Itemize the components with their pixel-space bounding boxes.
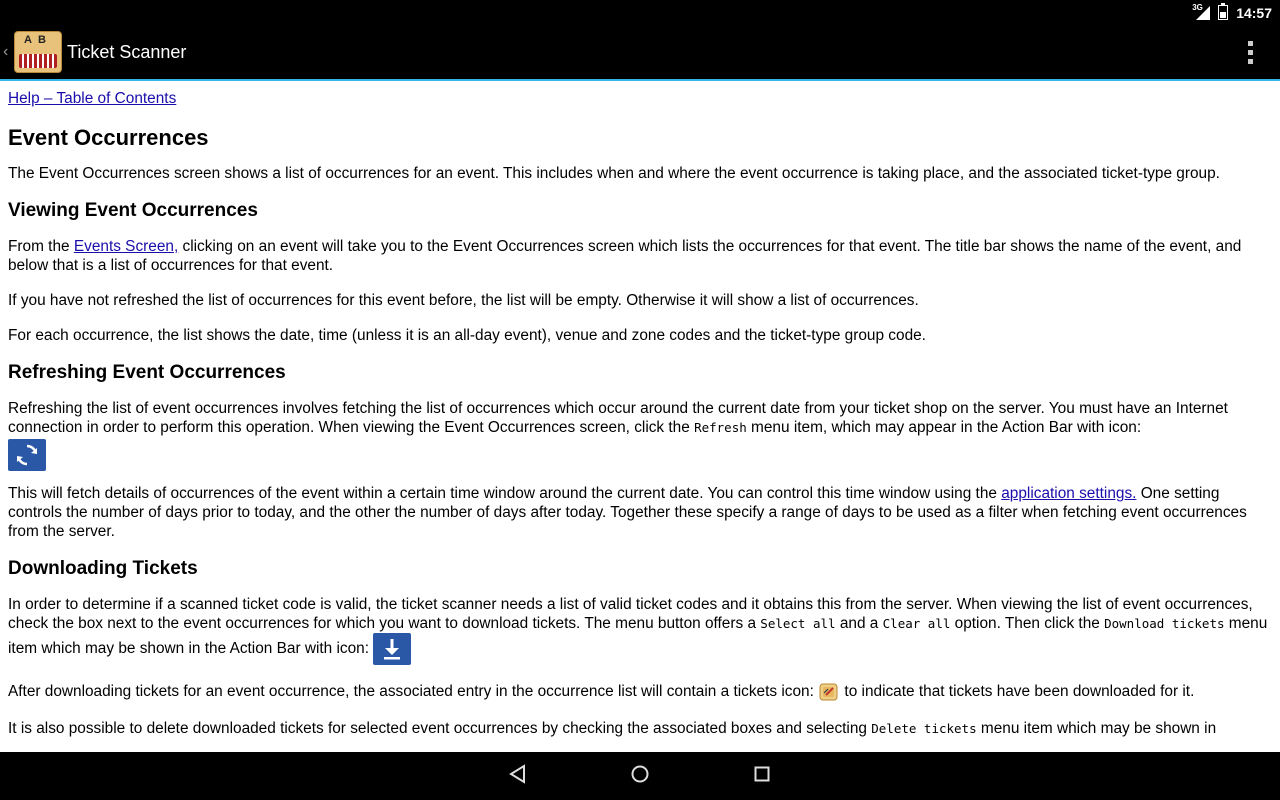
signal-3g-icon: [1192, 2, 1210, 20]
downloading-paragraph-2: After downloading tickets for an event occurrence, the associated entry in the occurrence list will contain a tickets icon: to indicate that tickets have been downloaded for it.: [8, 681, 1272, 703]
system-navigation-bar: [0, 752, 1280, 800]
nav-home-icon[interactable]: [629, 763, 651, 790]
download-icon: [373, 633, 411, 665]
refresh-code: Refresh: [694, 420, 747, 435]
page-title: Event Occurrences: [8, 125, 209, 150]
events-screen-link[interactable]: Events Screen,: [73, 238, 179, 255]
select-all-code: Select all: [760, 616, 836, 631]
viewing-paragraph-3: For each occurrence, the list shows the date, time (unless it is an all-day event), venue and zone codes and the ticket-type group code.: [8, 327, 926, 344]
clear-all-code: Clear all: [882, 616, 951, 631]
refresh-icon: [8, 439, 46, 471]
app-title: Ticket Scanner: [67, 41, 187, 62]
status-bar: [0, 0, 1280, 25]
app-logo[interactable]: [14, 31, 62, 73]
nav-recents-icon[interactable]: [751, 763, 773, 790]
intro-paragraph: The Event Occurrences screen shows a list of occurrences for an event. This includes when and where the event occurrence is taking place, and the associated ticket-type group.: [8, 165, 1220, 182]
help-content[interactable]: [0, 81, 1280, 752]
viewing-paragraph-1: From the Events Screen, clicking on an event will take you to the Event Occurrences screen which lists the occurrences for that event. The title bar shows the name of the event, and below that is a list of occurrences for that event.: [8, 238, 1242, 274]
action-bar: [0, 25, 1280, 81]
viewing-paragraph-2: If you have not refreshed the list of occurrences for this event before, the list will be empty. Otherwise it will show a list of occurrences.: [8, 292, 919, 309]
battery-icon: [1218, 5, 1228, 20]
download-tickets-code: Download tickets: [1104, 616, 1225, 631]
downloading-heading: Downloading Tickets: [8, 558, 198, 579]
app-logo-strip: [19, 54, 57, 68]
up-navigation-chevron-icon[interactable]: ‹: [3, 43, 9, 60]
overflow-menu-icon[interactable]: [1248, 41, 1254, 65]
table-of-contents-link[interactable]: Help – Table of Contents: [8, 90, 177, 107]
application-settings-link[interactable]: application settings.: [1001, 485, 1137, 502]
tickets-icon: [818, 681, 840, 703]
clock: 14:57: [1236, 4, 1272, 21]
nav-back-icon[interactable]: [507, 763, 529, 790]
refreshing-paragraph-1: Refreshing the list of event occurrences involves fetching the list of occurrences which occur around the current date from your ticket shop on the server. You must have an Internet connection in order to perform this operation. When viewing the Event Occurrences screen, click the Refresh menu item, which may appear in the Action Bar with icon:: [8, 399, 1272, 471]
network-type-label: 3G: [1192, 2, 1203, 12]
downloading-paragraph-3: It is also possible to delete downloaded tickets for selected event occurrences by checking the associated boxes and selecting Delete tickets menu item which may be shown in: [8, 720, 1217, 737]
delete-tickets-code: Delete tickets: [871, 721, 977, 736]
refreshing-heading: Refreshing Event Occurrences: [8, 362, 286, 383]
refreshing-paragraph-2: This will fetch details of occurrences of the event within a certain time window around the current date. You can control this time window using the application settings. One setting controls the number of days prior to today, and the other the number of days after today. Together these specify a range of days to be used as a filter when fetching event occurrences from the server.: [8, 485, 1247, 540]
app-logo-letters: AB: [24, 34, 52, 46]
viewing-heading: Viewing Event Occurrences: [8, 200, 258, 221]
downloading-paragraph-1: In order to determine if a scanned ticket code is valid, the ticket scanner needs a list of valid ticket codes and it obtains this from the server. When viewing the list of event occurrences, check the box next to the event occurrences for which you want to download tickets. The menu button offers a Select all and a Clear all option. Then click the Download tickets menu item which may be shown in the Action Bar with icon:: [8, 595, 1272, 665]
